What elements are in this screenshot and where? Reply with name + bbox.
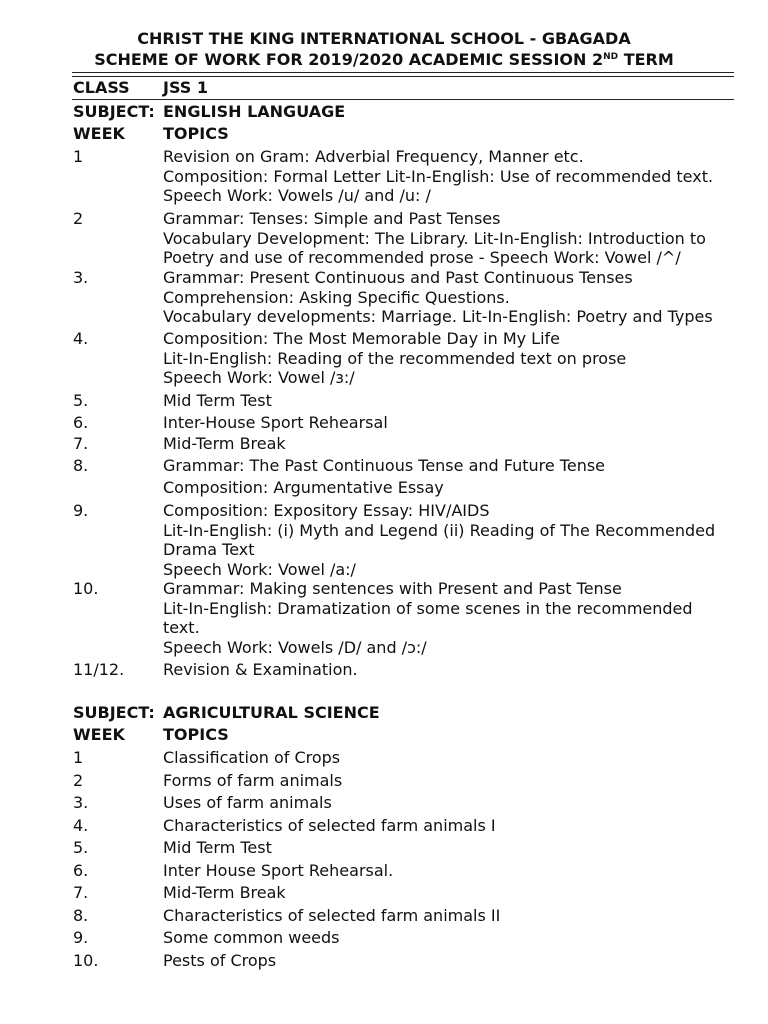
topic-line: Mid Term Test bbox=[163, 838, 272, 857]
topic-line: Grammar: The Past Continuous Tense and Future Tense bbox=[163, 456, 606, 475]
week-topics bbox=[163, 928, 735, 948]
school-title: CHRIST THE KING INTERNATIONAL SCHOOL - GBAGADA bbox=[137, 29, 631, 48]
topic-line: Pests of Crops bbox=[163, 951, 277, 970]
week-number: 9. bbox=[73, 928, 89, 947]
week-topics bbox=[163, 906, 735, 926]
topic-line: Mid-Term Break bbox=[163, 883, 286, 902]
class-label: CLASS bbox=[73, 78, 130, 97]
week-number: 7. bbox=[73, 434, 89, 453]
week-number: 4. bbox=[73, 329, 89, 348]
week-column-header: WEEK bbox=[73, 725, 125, 744]
table-header-row bbox=[73, 725, 735, 745]
week-number: 5. bbox=[73, 391, 89, 410]
week-row bbox=[73, 951, 735, 971]
topic-line: Composition: Argumentative Essay bbox=[163, 478, 444, 497]
week-row bbox=[73, 906, 735, 926]
topic-line: Comprehension: Asking Specific Questions. bbox=[163, 287, 510, 307]
week-topics bbox=[163, 329, 735, 388]
topic-line: Drama Text bbox=[163, 540, 255, 559]
topic-line: Poetry and use of recommended prose - Speech Work: Vowel /^/ bbox=[163, 248, 681, 267]
week-topics bbox=[163, 434, 735, 454]
week-number: 2 bbox=[73, 209, 84, 228]
subject-row bbox=[73, 102, 735, 122]
topic-line: Characteristics of selected farm animals II bbox=[163, 906, 501, 925]
week-row bbox=[73, 816, 735, 836]
week-topics bbox=[163, 478, 735, 498]
week-topics bbox=[163, 209, 735, 268]
topic-line: Speech Work: Vowel /ɜ:/ bbox=[163, 368, 355, 387]
topic-line: Characteristics of selected farm animals I bbox=[163, 816, 496, 835]
week-number: 11/12. bbox=[73, 660, 125, 679]
topic-line: Mid Term Test bbox=[163, 391, 272, 410]
topic-line: Speech Work: Vowels /D/ and /ɔ:/ bbox=[163, 637, 427, 657]
topic-line: Composition: Formal Letter Lit-In-English: Use of recommended text. bbox=[163, 166, 714, 186]
topic-line: Vocabulary developments: Marriage. Lit-In-English: Poetry and Types bbox=[163, 307, 713, 326]
week-row bbox=[73, 748, 735, 768]
topic-line: Inter-House Sport Rehearsal bbox=[163, 413, 388, 432]
week-row bbox=[73, 147, 735, 206]
week-row bbox=[73, 660, 735, 680]
week-topics bbox=[163, 771, 735, 791]
topic-line: Lit-In-English: Reading of the recommended text on prose bbox=[163, 348, 627, 368]
topics-column-header: TOPICS bbox=[163, 124, 229, 143]
week-row bbox=[73, 861, 735, 881]
term-ordinal-suffix: ND bbox=[603, 52, 619, 62]
topic-line: Inter House Sport Rehearsal. bbox=[163, 861, 394, 880]
week-row bbox=[73, 838, 735, 858]
topic-line: Some common weeds bbox=[163, 928, 340, 947]
subject-name: AGRICULTURAL SCIENCE bbox=[163, 703, 380, 722]
topic-line: text. bbox=[163, 618, 200, 637]
week-row bbox=[73, 268, 735, 327]
table-header-row bbox=[73, 124, 735, 144]
subject-label: SUBJECT: bbox=[73, 703, 155, 722]
class-value: JSS 1 bbox=[163, 78, 208, 97]
topic-line: Classification of Crops bbox=[163, 748, 341, 767]
topic-line: Grammar: Making sentences with Present and Past Tense bbox=[163, 579, 622, 598]
week-row bbox=[73, 434, 735, 454]
week-topics bbox=[163, 456, 735, 476]
week-topics bbox=[163, 951, 735, 971]
week-number: 3. bbox=[73, 268, 89, 287]
class-row bbox=[73, 78, 735, 98]
topic-line: Lit-In-English: Dramatization of some scenes in the recommended bbox=[163, 598, 693, 618]
week-topics bbox=[163, 268, 735, 327]
week-topics bbox=[163, 838, 735, 858]
week-number: 2 bbox=[73, 771, 84, 790]
week-topics bbox=[163, 793, 735, 813]
week-topics bbox=[163, 147, 735, 206]
week-row bbox=[73, 501, 735, 579]
week-topics bbox=[163, 391, 735, 411]
topic-line: Composition: Expository Essay: HIV/AIDS bbox=[163, 501, 490, 520]
class-divider bbox=[72, 99, 734, 100]
scheme-title-main: SCHEME OF WORK FOR 2019/2020 ACADEMIC SESSION 2 bbox=[94, 50, 604, 69]
week-number: 4. bbox=[73, 816, 89, 835]
topic-line: Mid-Term Break bbox=[163, 434, 286, 453]
week-row bbox=[73, 771, 735, 791]
week-number bbox=[73, 478, 163, 498]
week-row bbox=[73, 793, 735, 813]
subject-label: SUBJECT: bbox=[73, 102, 155, 121]
week-number: 9. bbox=[73, 501, 89, 520]
week-row bbox=[73, 928, 735, 948]
scheme-title-term: TERM bbox=[618, 50, 674, 69]
topic-line: Revision on Gram: Adverbial Frequency, Manner etc. bbox=[163, 147, 584, 166]
week-row bbox=[73, 209, 735, 268]
week-number: 10. bbox=[73, 579, 99, 598]
topic-line: Lit-In-English: (i) Myth and Legend (ii) Reading of The Recommended bbox=[163, 520, 716, 540]
week-number: 7. bbox=[73, 883, 89, 902]
week-topics bbox=[163, 660, 735, 680]
topic-line: Vocabulary Development: The Library. Lit-In-English: Introduction to bbox=[163, 228, 706, 248]
topic-line: Forms of farm animals bbox=[163, 771, 343, 790]
week-topics bbox=[163, 501, 735, 579]
week-row bbox=[73, 579, 735, 657]
week-row bbox=[73, 413, 735, 433]
week-number: 6. bbox=[73, 861, 89, 880]
topic-line: Grammar: Tenses: Simple and Past Tenses bbox=[163, 209, 501, 228]
week-row bbox=[73, 883, 735, 903]
week-topics bbox=[163, 816, 735, 836]
header-divider-top bbox=[72, 72, 734, 73]
week-number: 1 bbox=[73, 147, 84, 166]
week-topics bbox=[163, 748, 735, 768]
topic-line: Uses of farm animals bbox=[163, 793, 332, 812]
week-number: 5. bbox=[73, 838, 89, 857]
week-number: 10. bbox=[73, 951, 99, 970]
subject-name: ENGLISH LANGUAGE bbox=[163, 102, 346, 121]
week-column-header: WEEK bbox=[73, 124, 125, 143]
topic-line: Speech Work: Vowels /u/ and /u: / bbox=[163, 186, 431, 205]
topics-column-header: TOPICS bbox=[163, 725, 229, 744]
week-row bbox=[73, 391, 735, 411]
week-number: 3. bbox=[73, 793, 89, 812]
week-topics bbox=[163, 579, 735, 657]
week-row bbox=[73, 456, 735, 476]
week-row bbox=[73, 329, 735, 388]
topic-line: Revision & Examination. bbox=[163, 660, 358, 679]
week-row bbox=[73, 478, 735, 498]
week-topics bbox=[163, 861, 735, 881]
week-number: 6. bbox=[73, 413, 89, 432]
subject-row bbox=[73, 703, 735, 723]
header-divider-bottom bbox=[72, 76, 734, 77]
week-number: 1 bbox=[73, 748, 84, 767]
scheme-title bbox=[0, 50, 768, 70]
week-number: 8. bbox=[73, 906, 89, 925]
topic-line: Composition: The Most Memorable Day in My Life bbox=[163, 329, 561, 348]
week-topics bbox=[163, 413, 735, 433]
topic-line: Speech Work: Vowel /a:/ bbox=[163, 559, 356, 579]
topic-line: Grammar: Present Continuous and Past Continuous Tenses bbox=[163, 268, 633, 287]
week-topics bbox=[163, 883, 735, 903]
week-number: 8. bbox=[73, 456, 89, 475]
